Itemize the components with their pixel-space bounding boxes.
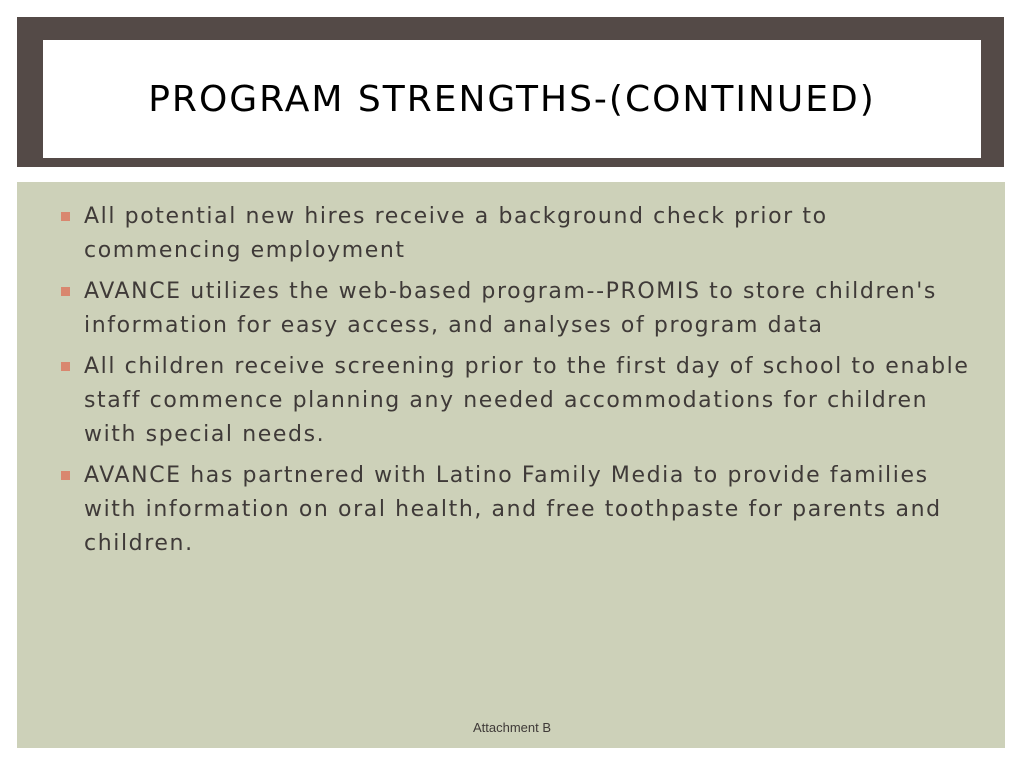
bullet-item	[61, 350, 981, 452]
square-bullet-icon	[61, 362, 70, 371]
content-panel	[17, 182, 1005, 748]
square-bullet-icon	[61, 287, 70, 296]
bullet-list	[61, 200, 981, 568]
bullet-text: AVANCE has partnered with Latino Family Media to provide families with information on oral health, and free toothpaste for parents and children.	[84, 463, 942, 556]
slide-title: PROGRAM STRENGTHS-(CONTINUED)	[148, 78, 876, 120]
bullet-text: AVANCE utilizes the web-based program--PROMIS to store children's information for easy access, and analyses of program data	[84, 279, 937, 338]
bullet-item	[61, 275, 981, 343]
bullet-item	[61, 459, 981, 561]
slide-footer: Attachment B	[472, 720, 552, 735]
square-bullet-icon	[61, 471, 70, 480]
title-frame	[17, 17, 1004, 167]
bullet-text: All children receive screening prior to the first day of school to enable staff commence planning any needed accommodations for children with special needs.	[84, 354, 970, 447]
square-bullet-icon	[61, 212, 70, 221]
bullet-text: All potential new hires receive a background check prior to commencing employment	[84, 204, 828, 263]
bullet-item	[61, 200, 981, 268]
title-box	[43, 40, 981, 158]
